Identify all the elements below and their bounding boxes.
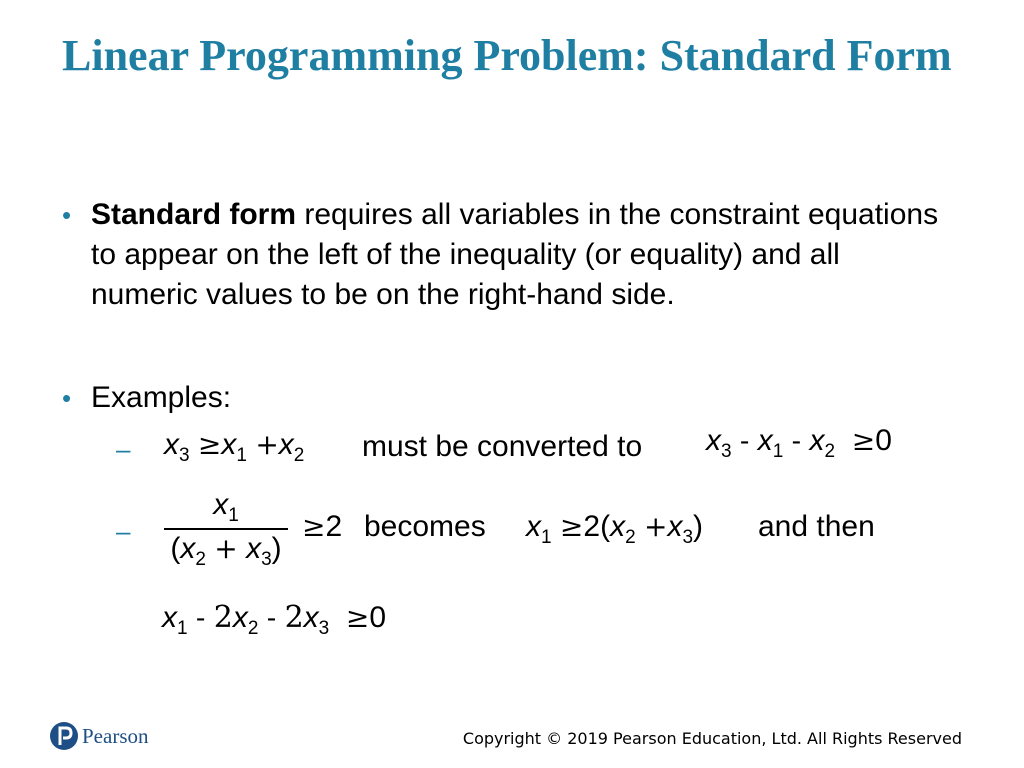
slide-title: Linear Programming Problem: Standard Form: [62, 31, 952, 80]
example1-text: must be converted to: [362, 430, 643, 463]
bullet-bold-term: Standard form: [91, 198, 297, 231]
example1-expression: $x_3 \ge x_1 +x_2$: [164, 428, 305, 466]
sub-bullet-dash: –: [116, 434, 131, 464]
example2-final: $x_1 - 2x_2 - 2x_3 \ge 0$: [162, 600, 387, 639]
bullet-dot-icon: •: [62, 383, 72, 413]
sub-bullet-dash: –: [116, 516, 131, 546]
bullet-examples: [62, 378, 942, 418]
fraction-bar: [164, 528, 288, 530]
fraction-numerator: $x_1$: [213, 488, 239, 526]
fraction-denominator: $(x_2 + x_3)$: [170, 532, 282, 570]
bullet-examples-label: Examples:: [91, 381, 232, 414]
bullet-standard-form: [62, 195, 942, 315]
example2-geq-two: ≥2: [302, 510, 343, 543]
bullet-text: [91, 195, 942, 315]
example2-and-then: and then: [758, 510, 875, 543]
example1-converted: $x_3 - x_1 - x_2 \ge 0$: [706, 424, 892, 462]
bullet-description: requires all variables in the constraint equations to appear on the left of the inequality (or equality) and all numeric values to be on the right-hand side.: [91, 198, 939, 311]
bullet-dot-icon: •: [62, 200, 72, 230]
pearson-logo-text: Pearson: [82, 724, 149, 748]
pearson-logo-icon: [50, 720, 78, 757]
copyright-text: Copyright © 2019 Pearson Education, Ltd. All Rights Reserved: [462, 729, 962, 748]
example2-result: $x_1 \ge 2(x_2 +x_3)$: [526, 510, 704, 548]
example2-fraction: [160, 488, 292, 571]
example2-becomes: becomes: [364, 510, 486, 543]
